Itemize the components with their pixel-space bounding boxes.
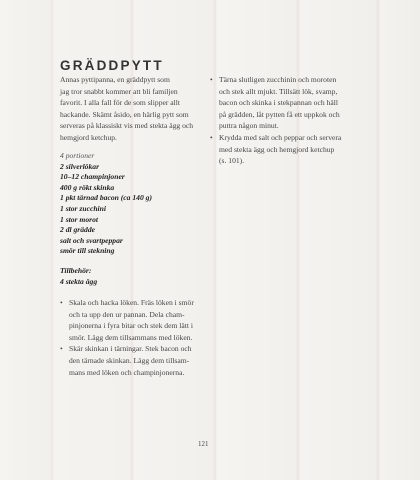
step-line: puttra någon minut. — [219, 121, 279, 131]
portions-label: 4 portioner — [60, 151, 95, 160]
bullet-icon: • — [210, 75, 213, 84]
step-line: pinjonerna i fyra bitar och stek dem lätt i — [69, 321, 193, 331]
method-steps-right — [210, 74, 370, 167]
bullet-icon: • — [210, 132, 213, 142]
ingredient-item: 400 g rökt skinka — [60, 182, 115, 192]
step-line: och stek allt mjukt. Tillsätt lök, svamp, — [219, 86, 338, 96]
step-line: mans med löken och champinjonerna. — [69, 367, 185, 377]
step-line: bacon och skinka i stekpannan och häll — [219, 98, 338, 108]
method-step — [210, 132, 370, 167]
side-dishes — [60, 266, 210, 287]
intro-line: jag tror snabbt kommer att bli familjen — [60, 86, 178, 96]
recipe-title: GRÄDDPYTT — [60, 58, 164, 73]
ingredient-item: salt och svartpeppar — [60, 235, 123, 245]
step-line: Skär skinkan i tärningar. Stek bacon och — [69, 344, 192, 354]
method-step — [210, 74, 370, 132]
intro-line: hackande. Skämt åsido, en härlig pytt som — [60, 109, 189, 119]
ingredient-item: 1 pkt tärnad bacon (ca 140 g) — [60, 193, 152, 203]
recipe-intro — [60, 74, 202, 144]
method-step — [60, 343, 210, 378]
step-line: med stekta ägg och hemgjord ketchup — [219, 144, 335, 154]
ingredient-item: 1 stor zucchini — [60, 203, 106, 213]
side-dishes-title: Tillbehör: — [60, 266, 92, 275]
step-line: Tärna slutligen zucchinin och moroten — [219, 75, 337, 84]
bullet-icon: • — [60, 344, 63, 354]
intro-line: serveras på klassiskt vis med stekta ägg och — [60, 121, 194, 131]
intro-line: hemgjord ketchup. — [60, 132, 117, 142]
ingredient-item: smör till stekning — [60, 246, 115, 256]
ingredient-item: 2 silverlökar — [60, 161, 100, 171]
step-line: Skala och hacka löken. Fräs löken i smör — [69, 298, 194, 307]
step-line: (s. 101). — [219, 156, 245, 166]
step-line: på grädden, låt pytten få ett uppkok och — [219, 109, 340, 119]
ingredient-item: 2 dl grädde — [60, 225, 96, 235]
bullet-icon: • — [60, 298, 63, 307]
page-number: 121 — [198, 440, 209, 448]
ingredient-list — [60, 151, 210, 257]
step-line: den tärnade skinkan. Lägg dem tillsam- — [69, 355, 190, 365]
ingredient-item: 1 stor morot — [60, 214, 98, 224]
intro-line: Annas pyttipanna, en gräddpytt som — [60, 75, 170, 84]
step-line: och ta upp den ur pannan. Dela cham- — [69, 309, 185, 319]
side-dish-item: 4 stekta ägg — [60, 276, 98, 286]
method-steps-left — [60, 297, 210, 378]
step-line: Kryddа med salt och peppar och servera — [219, 132, 342, 142]
step-line: smör. Lägg dem tillsammans med löken. — [69, 332, 193, 342]
intro-line: favorit. I alla fall för de som slipper allt — [60, 98, 180, 108]
method-step — [60, 297, 210, 343]
ingredient-item: 10–12 champinjoner — [60, 172, 125, 182]
